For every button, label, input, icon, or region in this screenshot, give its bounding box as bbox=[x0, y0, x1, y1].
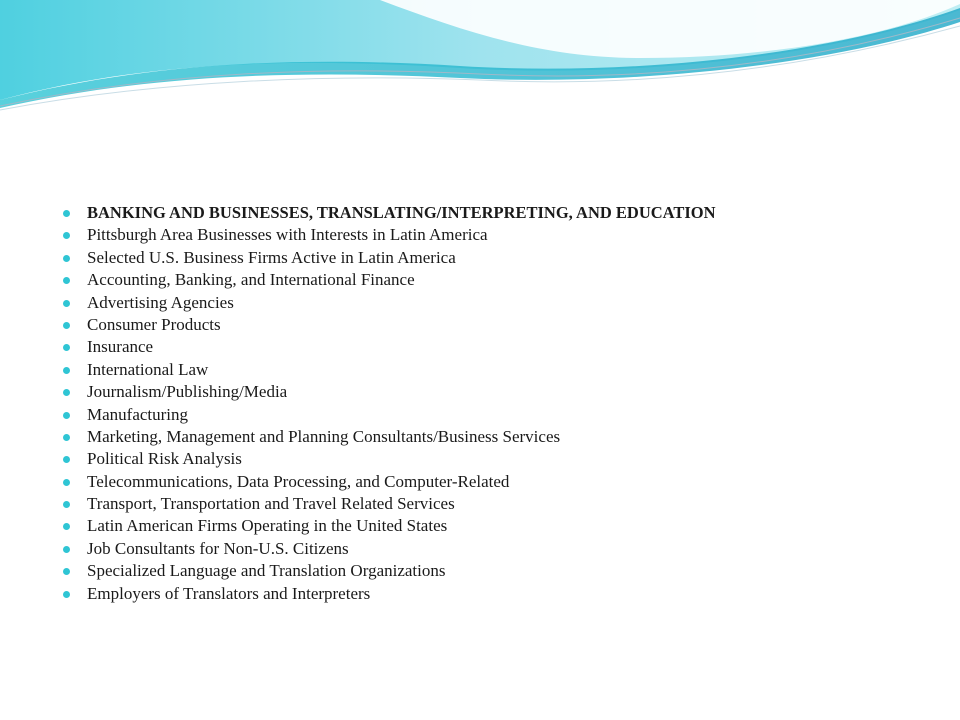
bullet-dot-icon bbox=[63, 210, 70, 217]
bullet-dot-icon bbox=[63, 523, 70, 530]
bullet-item bbox=[60, 493, 716, 515]
bullet-text: Telecommunications, Data Processing, and Computer-Related bbox=[87, 471, 510, 491]
bullet-dot-icon bbox=[63, 568, 70, 575]
bullet-item bbox=[60, 381, 716, 403]
bullet-item bbox=[60, 292, 716, 314]
bullet-dot-icon bbox=[63, 232, 70, 239]
bullet-text: Advertising Agencies bbox=[87, 292, 234, 312]
header-wave-decoration bbox=[0, 0, 960, 120]
bullet-dot-icon bbox=[63, 255, 70, 262]
bullet-text: Journalism/Publishing/Media bbox=[87, 382, 288, 402]
bullet-text: Manufacturing bbox=[87, 404, 189, 424]
bullet-text: Accounting, Banking, and International Finance bbox=[87, 270, 415, 290]
bullet-item bbox=[60, 538, 716, 560]
bullet-dot-icon bbox=[63, 591, 70, 598]
bullet-text: BANKING AND BUSINESSES, TRANSLATING/INTERPRETING, AND EDUCATION bbox=[87, 203, 716, 222]
bullet-item bbox=[60, 404, 716, 426]
bullet-item bbox=[60, 583, 716, 605]
bullet-item bbox=[60, 426, 716, 448]
bullet-dot-icon bbox=[63, 412, 70, 419]
bullet-text: Latin American Firms Operating in the United States bbox=[87, 516, 448, 536]
bullet-dot-icon bbox=[63, 501, 70, 508]
bullet-text: Consumer Products bbox=[87, 314, 221, 334]
bullet-list bbox=[60, 202, 716, 605]
bullet-item bbox=[60, 336, 716, 358]
bullet-heading bbox=[60, 202, 716, 224]
bullet-text: Pittsburgh Area Businesses with Interests in Latin America bbox=[87, 225, 488, 245]
bullet-text: Political Risk Analysis bbox=[87, 449, 242, 469]
bullet-item bbox=[60, 247, 716, 269]
bullet-item bbox=[60, 314, 716, 336]
bullet-dot-icon bbox=[63, 479, 70, 486]
bullet-dot-icon bbox=[63, 389, 70, 396]
bullet-text: Insurance bbox=[87, 337, 154, 357]
bullet-dot-icon bbox=[63, 322, 70, 329]
bullet-dot-icon bbox=[63, 344, 70, 351]
bullet-text: Job Consultants for Non-U.S. Citizens bbox=[87, 538, 349, 558]
bullet-item bbox=[60, 224, 716, 246]
bullet-text: International Law bbox=[87, 359, 209, 379]
bullet-dot-icon bbox=[63, 456, 70, 463]
bullet-item bbox=[60, 359, 716, 381]
bullet-item bbox=[60, 515, 716, 537]
bullet-item bbox=[60, 471, 716, 493]
bullet-dot-icon bbox=[63, 300, 70, 307]
bullet-dot-icon bbox=[63, 277, 70, 284]
bullet-text: Employers of Translators and Interpreters bbox=[87, 583, 371, 603]
bullet-dot-icon bbox=[63, 367, 70, 374]
bullet-text: Marketing, Management and Planning Consultants/Business Services bbox=[87, 426, 561, 446]
bullet-text: Specialized Language and Translation Organizations bbox=[87, 561, 446, 581]
bullet-item bbox=[60, 560, 716, 582]
bullet-item bbox=[60, 448, 716, 470]
bullet-text: Transport, Transportation and Travel Related Services bbox=[87, 494, 455, 514]
bullet-dot-icon bbox=[63, 546, 70, 553]
bullet-text: Selected U.S. Business Firms Active in Latin America bbox=[87, 247, 456, 267]
bullet-dot-icon bbox=[63, 434, 70, 441]
bullet-item bbox=[60, 269, 716, 291]
